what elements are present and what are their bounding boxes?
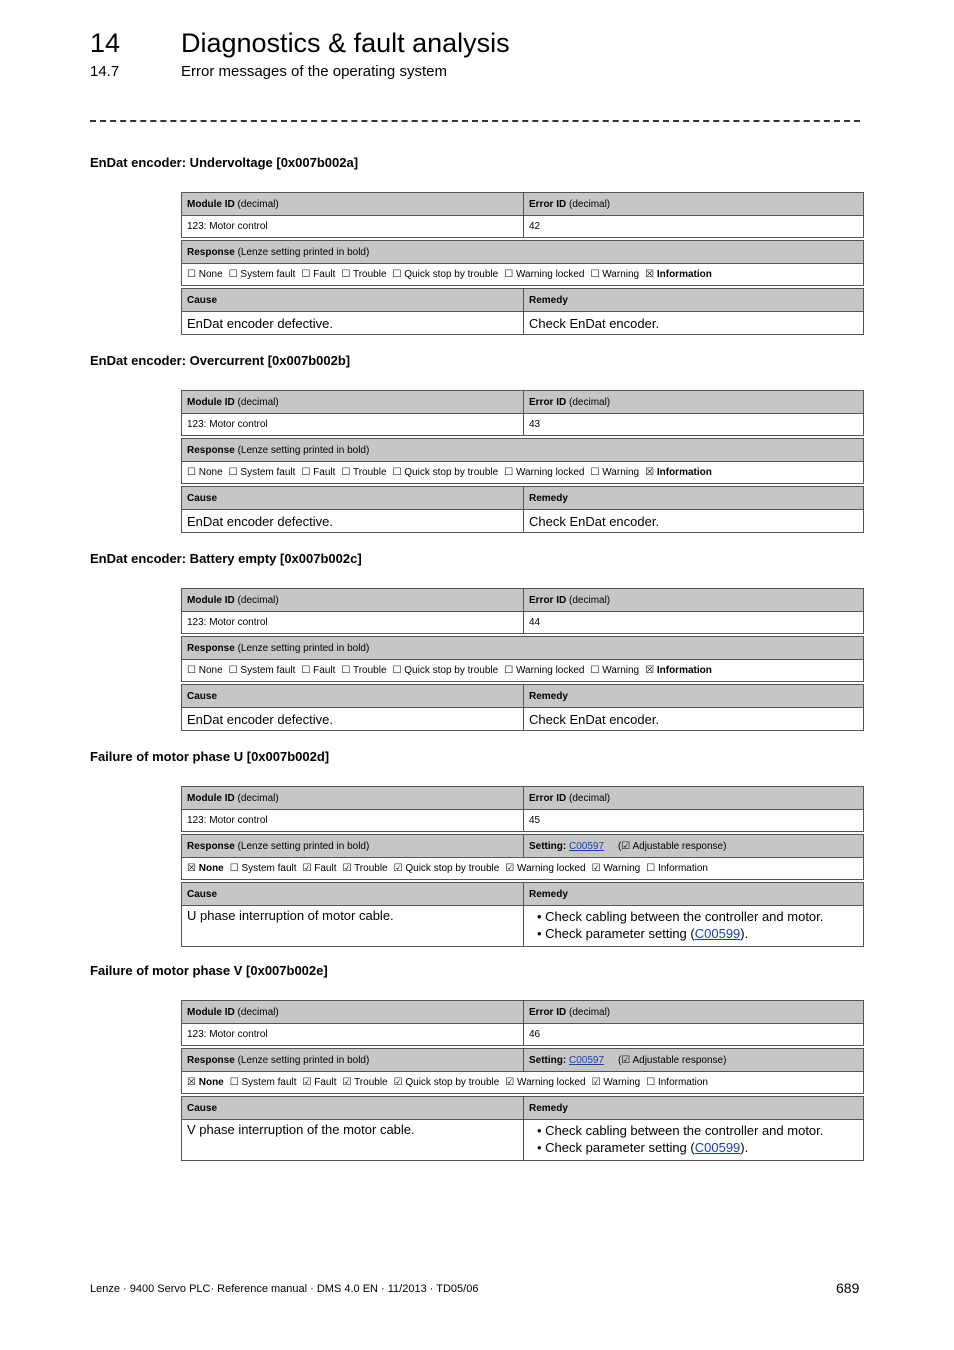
- remedy-item: • Check parameter setting (C00599).: [537, 926, 749, 941]
- option-fault: ☐ Fault: [301, 467, 336, 478]
- option-information: ☒ Information: [645, 467, 712, 478]
- error-id-header: Error ID (decimal): [524, 1001, 864, 1024]
- remedy-header: Remedy: [524, 883, 864, 906]
- response-header: Response (Lenze setting printed in bold): [182, 439, 864, 462]
- option-warning-locked: ☑ Warning locked: [505, 863, 586, 874]
- cause-remedy-table: [181, 288, 864, 335]
- error-heading: Failure of motor phase U [0x007b002d]: [90, 749, 330, 764]
- option-trouble: ☑ Trouble: [342, 863, 388, 874]
- cause-header: Cause: [182, 487, 524, 510]
- option-information: ☒ Information: [645, 269, 712, 280]
- module-id-value: 123: Motor control: [182, 810, 524, 832]
- option-none: ☒ None: [187, 1077, 224, 1088]
- response-table: [181, 438, 864, 484]
- option-warning-locked: ☐ Warning locked: [504, 269, 585, 280]
- option-trouble: ☐ Trouble: [341, 467, 387, 478]
- cause-remedy-table: [181, 882, 864, 947]
- option-system-fault: ☐ System fault: [228, 467, 296, 478]
- section-title: Error messages of the operating system: [181, 63, 447, 80]
- option-trouble: ☐ Trouble: [341, 269, 387, 280]
- id-table: [181, 192, 864, 238]
- module-id-header: Module ID (decimal): [182, 589, 524, 612]
- remedy-item: • Check cabling between the controller and motor.: [537, 1123, 824, 1138]
- error-heading: EnDat encoder: Undervoltage [0x007b002a]: [90, 155, 359, 170]
- remedy-value: Check EnDat encoder.: [524, 510, 864, 533]
- option-fault: ☑ Fault: [302, 1077, 337, 1088]
- option-quick-stop: ☐ Quick stop by trouble: [392, 269, 499, 280]
- cause-value: EnDat encoder defective.: [182, 312, 524, 335]
- remedy-item: • Check cabling between the controller and motor.: [537, 909, 824, 924]
- module-id-value: 123: Motor control: [182, 1024, 524, 1046]
- error-id-header: Error ID (decimal): [524, 589, 864, 612]
- response-options: [182, 858, 864, 880]
- page-number: 689: [836, 1280, 860, 1296]
- footer-text: Lenze · 9400 Servo PLC· Reference manual · DMS 4.0 EN · 11/2013 · TD05/06: [90, 1283, 479, 1295]
- option-none: ☐ None: [187, 467, 223, 478]
- remedy-value: [524, 906, 864, 947]
- cause-remedy-table: [181, 486, 864, 533]
- remedy-header: Remedy: [524, 289, 864, 312]
- option-system-fault: ☐ System fault: [229, 1077, 297, 1088]
- id-table: [181, 588, 864, 634]
- cause-header: Cause: [182, 1097, 524, 1120]
- error-id-value: 42: [524, 216, 864, 238]
- error-heading: EnDat encoder: Battery empty [0x007b002c]: [90, 551, 362, 566]
- remedy-item: • Check parameter setting (C00599).: [537, 1140, 749, 1155]
- section-number: 14.7: [90, 63, 120, 80]
- option-quick-stop: ☐ Quick stop by trouble: [392, 665, 499, 676]
- error-heading: Failure of motor phase V [0x007b002e]: [90, 963, 328, 978]
- option-warning: ☐ Warning: [590, 467, 640, 478]
- parameter-link[interactable]: C00599: [694, 1140, 741, 1155]
- error-id-header: Error ID (decimal): [524, 193, 864, 216]
- option-quick-stop: ☐ Quick stop by trouble: [392, 467, 499, 478]
- option-quick-stop: ☑ Quick stop by trouble: [393, 863, 500, 874]
- option-warning: ☐ Warning: [590, 269, 640, 280]
- cause-header: Cause: [182, 883, 524, 906]
- cause-remedy-table: [181, 1096, 864, 1161]
- option-system-fault: ☐ System fault: [228, 665, 296, 676]
- id-table: [181, 390, 864, 436]
- option-fault: ☐ Fault: [301, 665, 336, 676]
- option-fault: ☑ Fault: [302, 863, 337, 874]
- error-id-value: 45: [524, 810, 864, 832]
- option-none: ☒ None: [187, 863, 224, 874]
- response-options: [182, 660, 864, 682]
- response-table: [181, 1048, 864, 1094]
- option-system-fault: ☐ System fault: [229, 863, 297, 874]
- error-id-value: 44: [524, 612, 864, 634]
- response-header: Response (Lenze setting printed in bold): [182, 1049, 524, 1072]
- module-id-header: Module ID (decimal): [182, 391, 524, 414]
- response-header: Response (Lenze setting printed in bold): [182, 835, 524, 858]
- response-table: [181, 636, 864, 682]
- cause-value: V phase interruption of the motor cable.: [182, 1120, 524, 1161]
- module-id-value: 123: Motor control: [182, 414, 524, 436]
- module-id-header: Module ID (decimal): [182, 193, 524, 216]
- remedy-value: Check EnDat encoder.: [524, 708, 864, 731]
- cause-value: EnDat encoder defective.: [182, 708, 524, 731]
- chapter-number: 14: [90, 28, 121, 58]
- response-header: Response (Lenze setting printed in bold): [182, 241, 864, 264]
- option-warning: ☑ Warning: [591, 863, 641, 874]
- cause-value: U phase interruption of motor cable.: [182, 906, 524, 947]
- module-id-value: 123: Motor control: [182, 612, 524, 634]
- remedy-header: Remedy: [524, 685, 864, 708]
- module-id-value: 123: Motor control: [182, 216, 524, 238]
- option-fault: ☐ Fault: [301, 269, 336, 280]
- setting-header: Setting: C00597 (☑ Adjustable response): [524, 835, 864, 858]
- option-information: ☒ Information: [645, 665, 712, 676]
- cause-header: Cause: [182, 685, 524, 708]
- cause-remedy-table: [181, 684, 864, 731]
- id-table: [181, 786, 864, 832]
- option-warning-locked: ☐ Warning locked: [504, 467, 585, 478]
- option-warning: ☑ Warning: [591, 1077, 641, 1088]
- option-warning: ☐ Warning: [590, 665, 640, 676]
- chapter-title: Diagnostics & fault analysis: [181, 28, 510, 58]
- response-header: Response (Lenze setting printed in bold): [182, 637, 864, 660]
- option-information: ☐ Information: [646, 1077, 708, 1088]
- option-trouble: ☐ Trouble: [341, 665, 387, 676]
- remedy-value: Check EnDat encoder.: [524, 312, 864, 335]
- header-divider: [90, 110, 860, 122]
- cause-header: Cause: [182, 289, 524, 312]
- response-table: [181, 834, 864, 880]
- response-options: [182, 1072, 864, 1094]
- id-table: [181, 1000, 864, 1046]
- module-id-header: Module ID (decimal): [182, 1001, 524, 1024]
- option-trouble: ☑ Trouble: [342, 1077, 388, 1088]
- error-id-value: 43: [524, 414, 864, 436]
- response-options: [182, 462, 864, 484]
- option-system-fault: ☐ System fault: [228, 269, 296, 280]
- option-none: ☐ None: [187, 269, 223, 280]
- setting-link[interactable]: C00597: [569, 1054, 605, 1066]
- cause-value: EnDat encoder defective.: [182, 510, 524, 533]
- remedy-value: [524, 1120, 864, 1161]
- setting-header: Setting: C00597 (☑ Adjustable response): [524, 1049, 864, 1072]
- remedy-header: Remedy: [524, 487, 864, 510]
- option-warning-locked: ☐ Warning locked: [504, 665, 585, 676]
- response-table: [181, 240, 864, 286]
- remedy-header: Remedy: [524, 1097, 864, 1120]
- error-heading: EnDat encoder: Overcurrent [0x007b002b]: [90, 353, 351, 368]
- error-id-value: 46: [524, 1024, 864, 1046]
- response-options: [182, 264, 864, 286]
- option-none: ☐ None: [187, 665, 223, 676]
- option-information: ☐ Information: [646, 863, 708, 874]
- module-id-header: Module ID (decimal): [182, 787, 524, 810]
- option-warning-locked: ☑ Warning locked: [505, 1077, 586, 1088]
- setting-link[interactable]: C00597: [569, 840, 605, 852]
- error-id-header: Error ID (decimal): [524, 787, 864, 810]
- parameter-link[interactable]: C00599: [694, 926, 741, 941]
- option-quick-stop: ☑ Quick stop by trouble: [393, 1077, 500, 1088]
- error-id-header: Error ID (decimal): [524, 391, 864, 414]
